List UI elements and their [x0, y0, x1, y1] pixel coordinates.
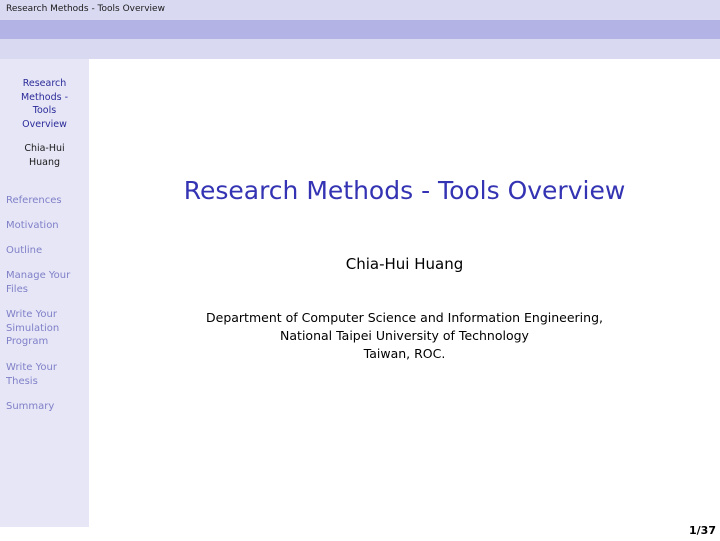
slide-affiliation — [89, 309, 720, 363]
slide-title: Research Methods - Tools Overview — [183, 176, 626, 205]
header-bar — [0, 0, 720, 20]
sidebar-title-line: Methods - — [20, 91, 69, 103]
slide-author: Chia-Hui Huang — [345, 255, 464, 273]
sidebar-title-line: Overview — [22, 118, 67, 130]
page-number: 1/37 — [689, 524, 716, 537]
affiliation-line: Taiwan, ROC. — [363, 346, 446, 361]
sidebar-item-label: Summary — [6, 401, 55, 412]
sidebar-item-write-thesis[interactable] — [6, 361, 86, 388]
sidebar-author-line: Huang — [28, 156, 61, 168]
sidebar-presentation-title[interactable] — [0, 77, 89, 131]
sidebar-item-label: Motivation — [6, 220, 59, 231]
sidebar-title-line: Tools — [32, 105, 57, 116]
sidebar-item-summary[interactable] — [6, 400, 86, 414]
sidebar-item-label: Files — [6, 283, 28, 295]
sidebar-item-label: Thesis — [6, 375, 38, 387]
sidebar-item-label: Write Your — [6, 362, 57, 373]
sidebar-author-line: Chia-Hui — [24, 143, 65, 154]
sidebar-item-label: Manage Your — [6, 270, 71, 281]
header-title[interactable]: Research Methods - Tools Overview — [6, 4, 165, 14]
sidebar-item-write-simulation[interactable] — [6, 308, 86, 349]
header-band-middle — [0, 20, 720, 39]
sidebar-item-label: References — [6, 195, 62, 206]
sidebar-item-outline[interactable] — [6, 244, 86, 258]
sidebar-title-line: Research — [22, 78, 67, 89]
affiliation-line: National Taipei University of Technology — [280, 328, 529, 343]
sidebar-item-motivation[interactable] — [6, 219, 86, 233]
sidebar-item-manage-files[interactable] — [6, 269, 86, 296]
sidebar-item-references[interactable] — [6, 194, 86, 208]
sidebar-item-label: Outline — [6, 245, 43, 256]
affiliation-line: Department of Computer Science and Information Engineering, — [206, 310, 603, 325]
sidebar-author[interactable] — [0, 142, 89, 169]
sidebar-item-label: Program — [6, 336, 49, 347]
sidebar-item-label: Write Your — [6, 309, 57, 320]
sidebar-item-label: Simulation — [6, 322, 60, 334]
header-band-bottom — [0, 39, 720, 59]
